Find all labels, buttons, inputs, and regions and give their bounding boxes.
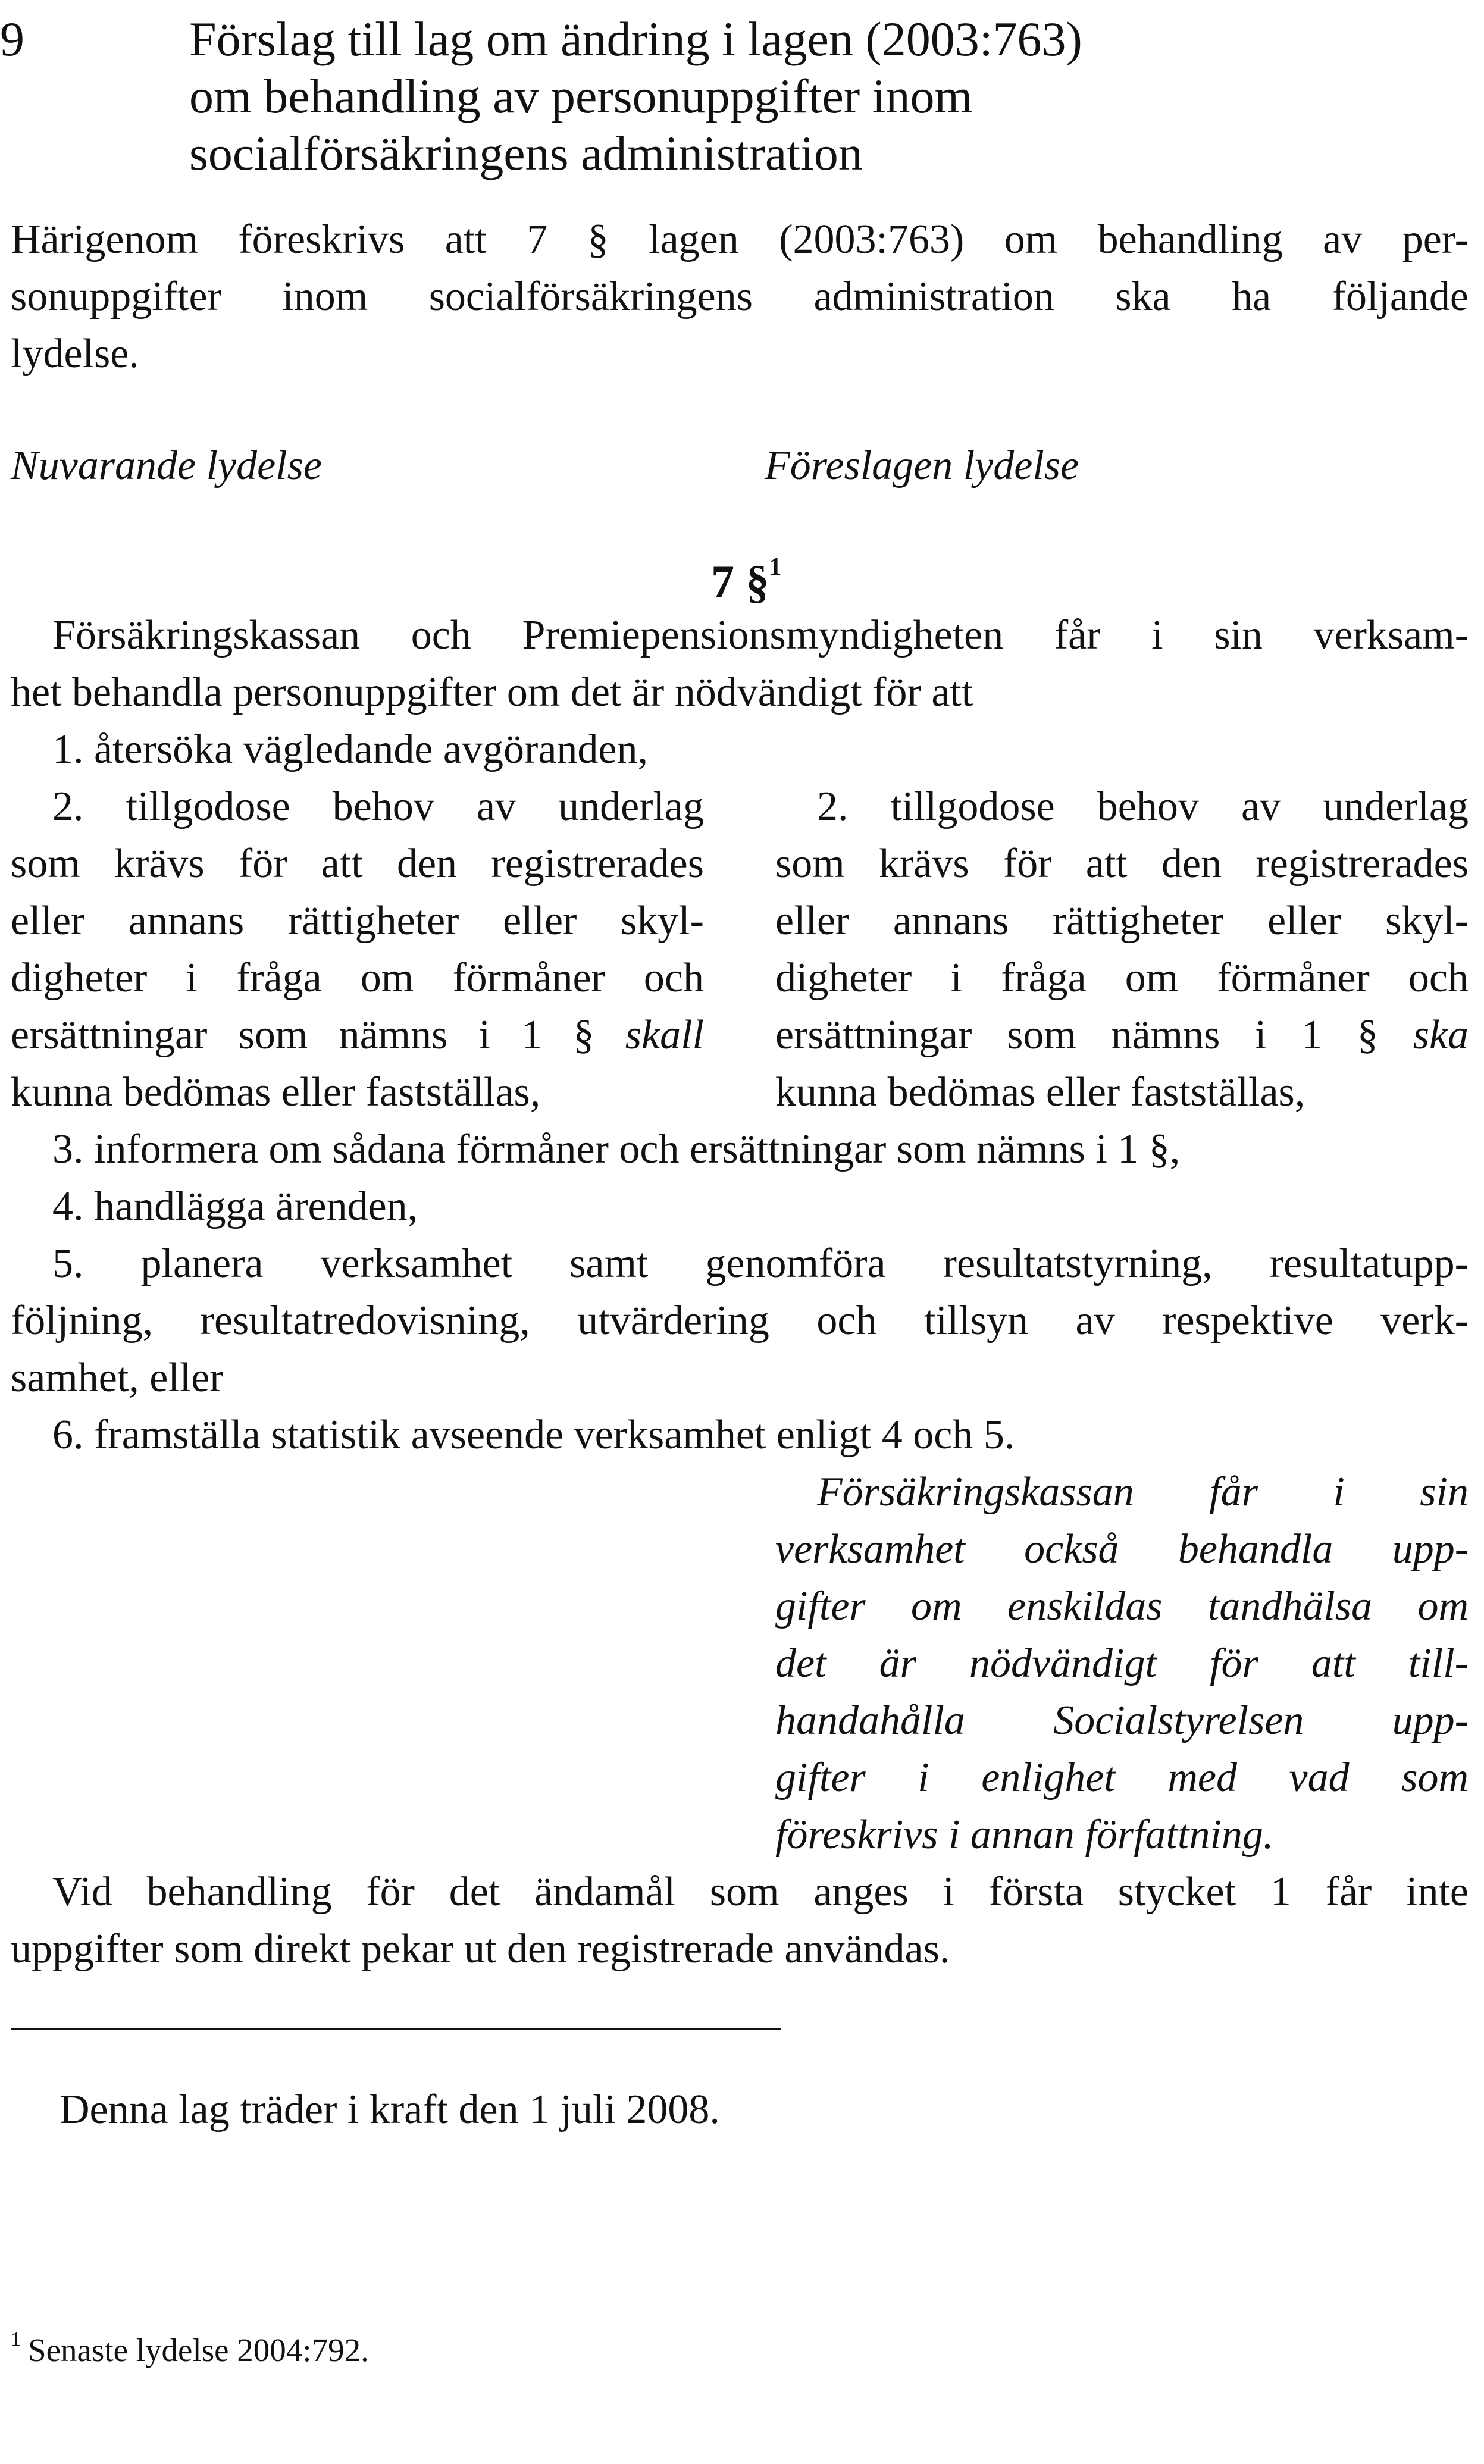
common-line: Försäkringskassan och Premiepensionsmyndigheten får i sin verksam- [52,612,1469,658]
item2-current-line: 2. tillgodose behov av underlag [52,784,704,829]
effect-date-note: Denna lag träder i kraft den 1 juli 2008. [60,2087,720,2133]
footnote-reference: 1 [769,553,782,581]
page-number: 9 [0,12,24,66]
item2-proposed-line-with-term [775,1007,1469,1064]
item2-current-column [11,778,704,1121]
closing-line: Vid behandling för det ändamål som anges i första stycket 1 får inte [52,1869,1469,1915]
item-line: 6. framställa statistik avseende verksamhet enligt 4 och 5. [52,1412,1015,1458]
common-line: 1. återsöka vägledande avgöranden, [52,727,648,772]
addition-line: gifter i enlighet med vad som [775,1755,1469,1801]
addition-line: handahålla Socialstyrelsen upp- [775,1698,1469,1743]
proposal-heading [189,11,1439,182]
item2-proposed-line: eller annans rättigheter eller skyl- [775,898,1469,944]
proposed-addition [775,1464,1469,1864]
item2-current-line: som krävs för att den registrerades [11,841,704,887]
addition-line: föreskrivs i annan författning. [775,1812,1274,1858]
addition-line: det är nödvändigt för att till- [775,1640,1469,1686]
item-line: 5. planera verksamhet samt genomföra resultatstyrning, resultatupp- [52,1241,1469,1286]
item-line: 4. handlägga ärenden, [52,1184,418,1229]
addition-line: verksamhet också behandla upp- [775,1526,1469,1572]
footnote-marker: 1 [11,2328,21,2350]
intro-line: Härigenom föreskrivs att 7 § lagen (2003:763) om behandling av per- [11,217,1469,262]
proposed-wording-label: Föreslagen lydelse [765,443,1079,489]
item2-current-line: kunna bedömas eller fastställas, [11,1069,541,1115]
addition-line: Försäkringskassan får i sin [817,1469,1469,1515]
item-line: samhet, eller [11,1355,224,1401]
addition-line: gifter om enskildas tandhälsa om [775,1583,1469,1629]
item2-proposed-line: digheter i fråga om förmåner och [775,955,1469,1001]
current-wording-label: Nuvarande lydelse [11,443,322,489]
intro-line: sonuppgifter inom socialförsäkringens administration ska ha följande [11,274,1469,320]
heading-line: om behandling av personuppgifter inom [189,69,973,123]
footnote-text: Senaste lydelse 2004:792. [28,2332,369,2368]
current-term: skall [625,1012,705,1058]
item2-proposed-line: 2. tillgodose behov av underlag [817,784,1469,829]
item-line: följning, resultatredovisning, utvärdering och tillsyn av respektive verk- [11,1298,1469,1344]
item2-proposed-column [775,778,1469,1121]
item2-current-line: digheter i fråga om förmåner och [11,955,704,1001]
item2-proposed-line: kunna bedömas eller fastställas, [775,1069,1305,1115]
items-after [11,1121,1469,1464]
closing-line: uppgifter som direkt pekar ut den registrerade användas. [11,1926,950,1972]
item-line: 3. informera om sådana förmåner och ersättningar som nämns i 1 §, [52,1126,1181,1172]
common-line: het behandla personuppgifter om det är nödvändigt för att [11,669,973,715]
proposed-term: ska [1413,1012,1469,1058]
item2-proposed-line: som krävs för att den registrerades [775,841,1469,887]
intro-line: lydelse. [11,331,139,377]
footnote [11,2316,369,2374]
item2-proposed-text: ersättningar som nämns i 1 § [775,1012,1378,1058]
item2-current-line-with-term [11,1007,704,1064]
item2-current-text: ersättningar som nämns i 1 § [11,1012,594,1058]
heading-line: Förslag till lag om ändring i lagen (2003:763) [189,12,1082,66]
common-text [11,607,1469,778]
closing-paragraph [11,1864,1469,1978]
intro-paragraph [11,211,1469,383]
section-heading [711,538,782,610]
item2-current-line: eller annans rättigheter eller skyl- [11,898,704,944]
footnote-divider [11,2028,781,2030]
heading-line: socialförsäkringens administration [189,126,863,180]
section-label: 7 § [711,556,769,608]
